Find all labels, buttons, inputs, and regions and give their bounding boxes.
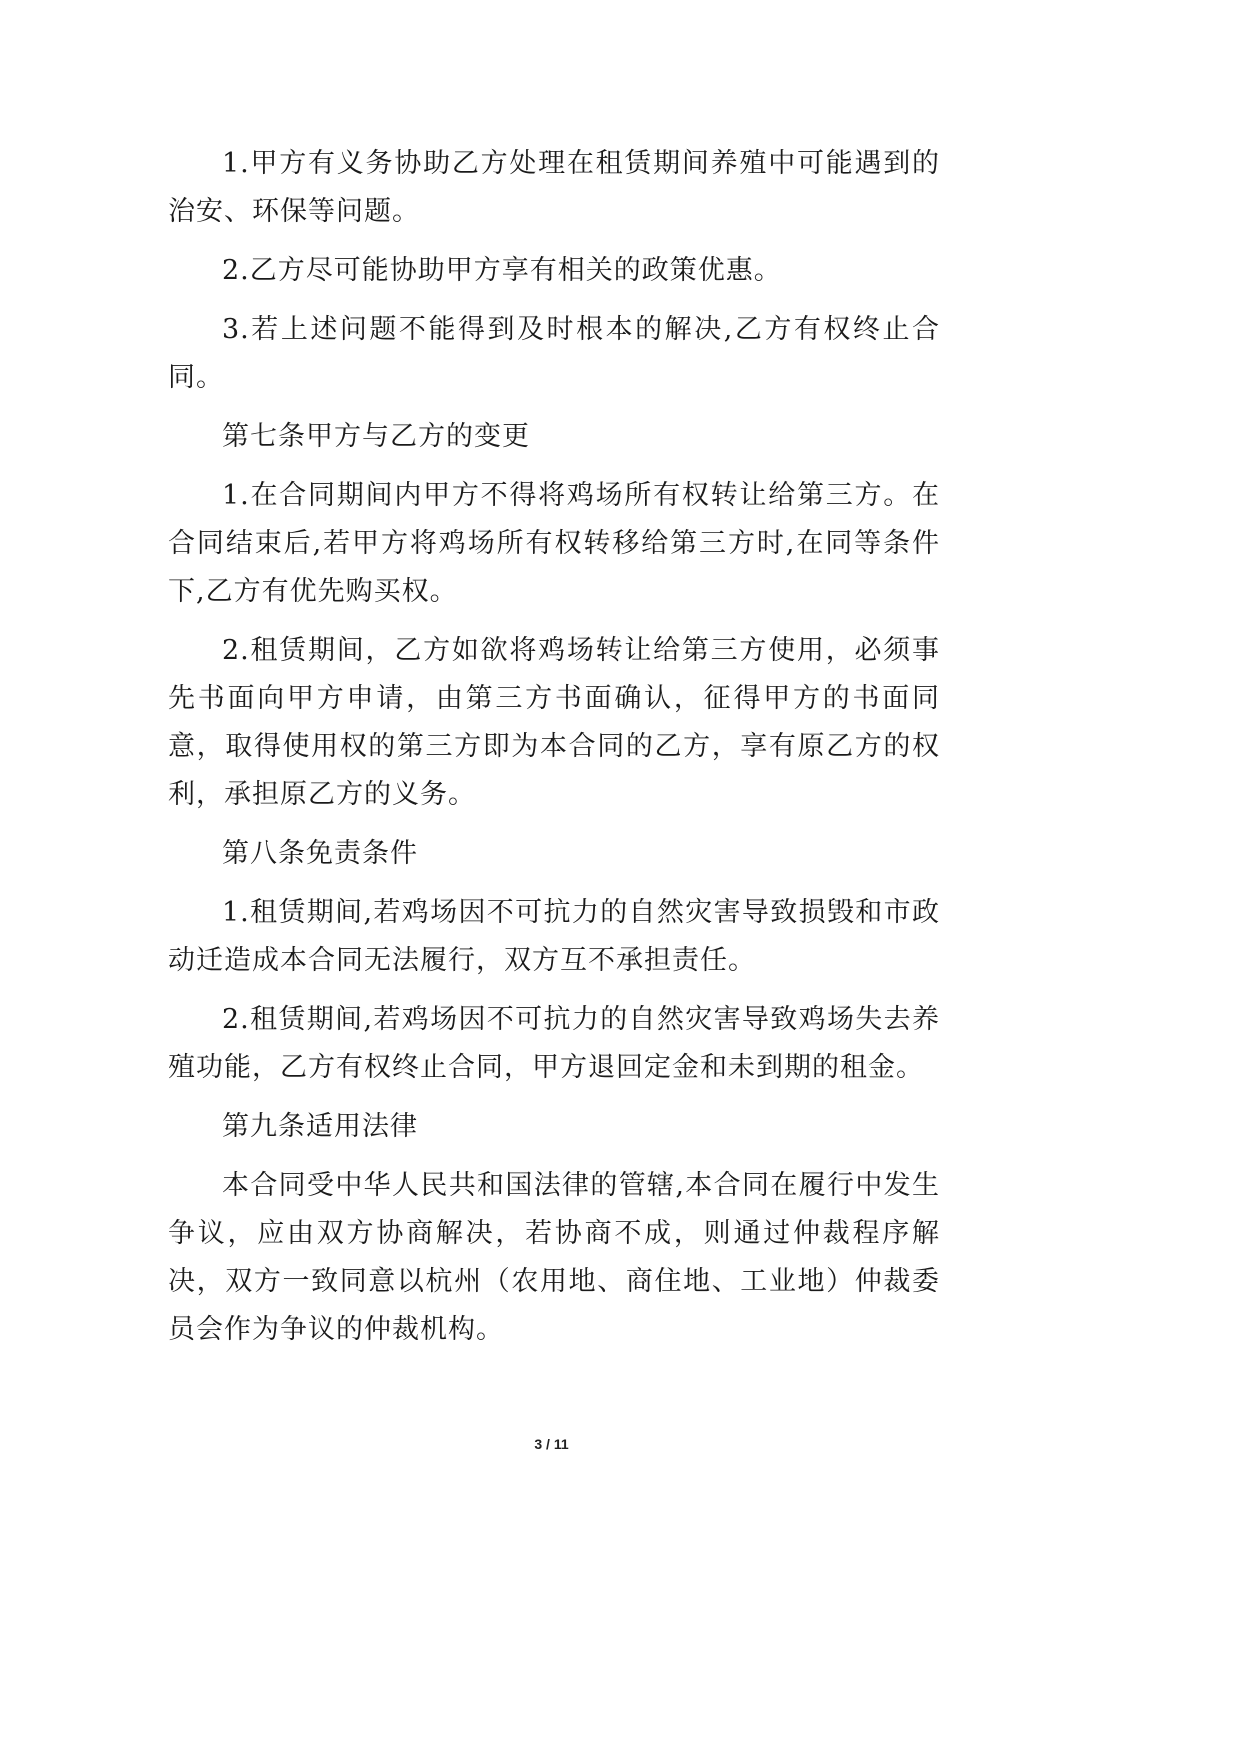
clause-paragraph: 3.若上述问题不能得到及时根本的解决,乙方有权终止合同。 xyxy=(168,314,940,393)
article-heading: 第七条甲方与乙方的变更 xyxy=(222,421,530,452)
document-body xyxy=(168,140,940,1365)
clause-paragraph: 本合同受中华人民共和国法律的管辖,本合同在履行中发生争议，应由双方协商解决，若协商不成，则通过仲裁程序解决，双方一致同意以杭州（农用地、商住地、工业地）仲裁委员会作为争议的仲裁机构。 xyxy=(168,1170,940,1345)
clause-paragraph: 1.甲方有义务协助乙方处理在租赁期间养殖中可能遇到的治安、环保等问题。 xyxy=(168,148,940,227)
page-number: 3 / 11 xyxy=(534,1436,569,1452)
article-heading: 第九条适用法律 xyxy=(222,1111,418,1142)
article-heading: 第八条免责条件 xyxy=(222,838,418,869)
clause-paragraph: 2.租赁期间，乙方如欲将鸡场转让给第三方使用，必须事先书面向甲方申请，由第三方书面确认，征得甲方的书面同意，取得使用权的第三方即为本合同的乙方，享有原乙方的权利，承担原乙方的义务。 xyxy=(168,635,940,810)
clause-paragraph: 2.乙方尽可能协助甲方享有相关的政策优惠。 xyxy=(222,255,782,286)
clause-paragraph: 2.租赁期间,若鸡场因不可抗力的自然灾害导致鸡场失去养殖功能，乙方有权终止合同，甲方退回定金和未到期的租金。 xyxy=(168,1004,940,1083)
clause-paragraph: 1.租赁期间,若鸡场因不可抗力的自然灾害导致损毁和市政动迁造成本合同无法履行，双方互不承担责任。 xyxy=(168,897,940,976)
clause-paragraph: 1.在合同期间内甲方不得将鸡场所有权转让给第三方。在合同结束后,若甲方将鸡场所有权转移给第三方时,在同等条件下,乙方有优先购买权。 xyxy=(168,480,940,607)
